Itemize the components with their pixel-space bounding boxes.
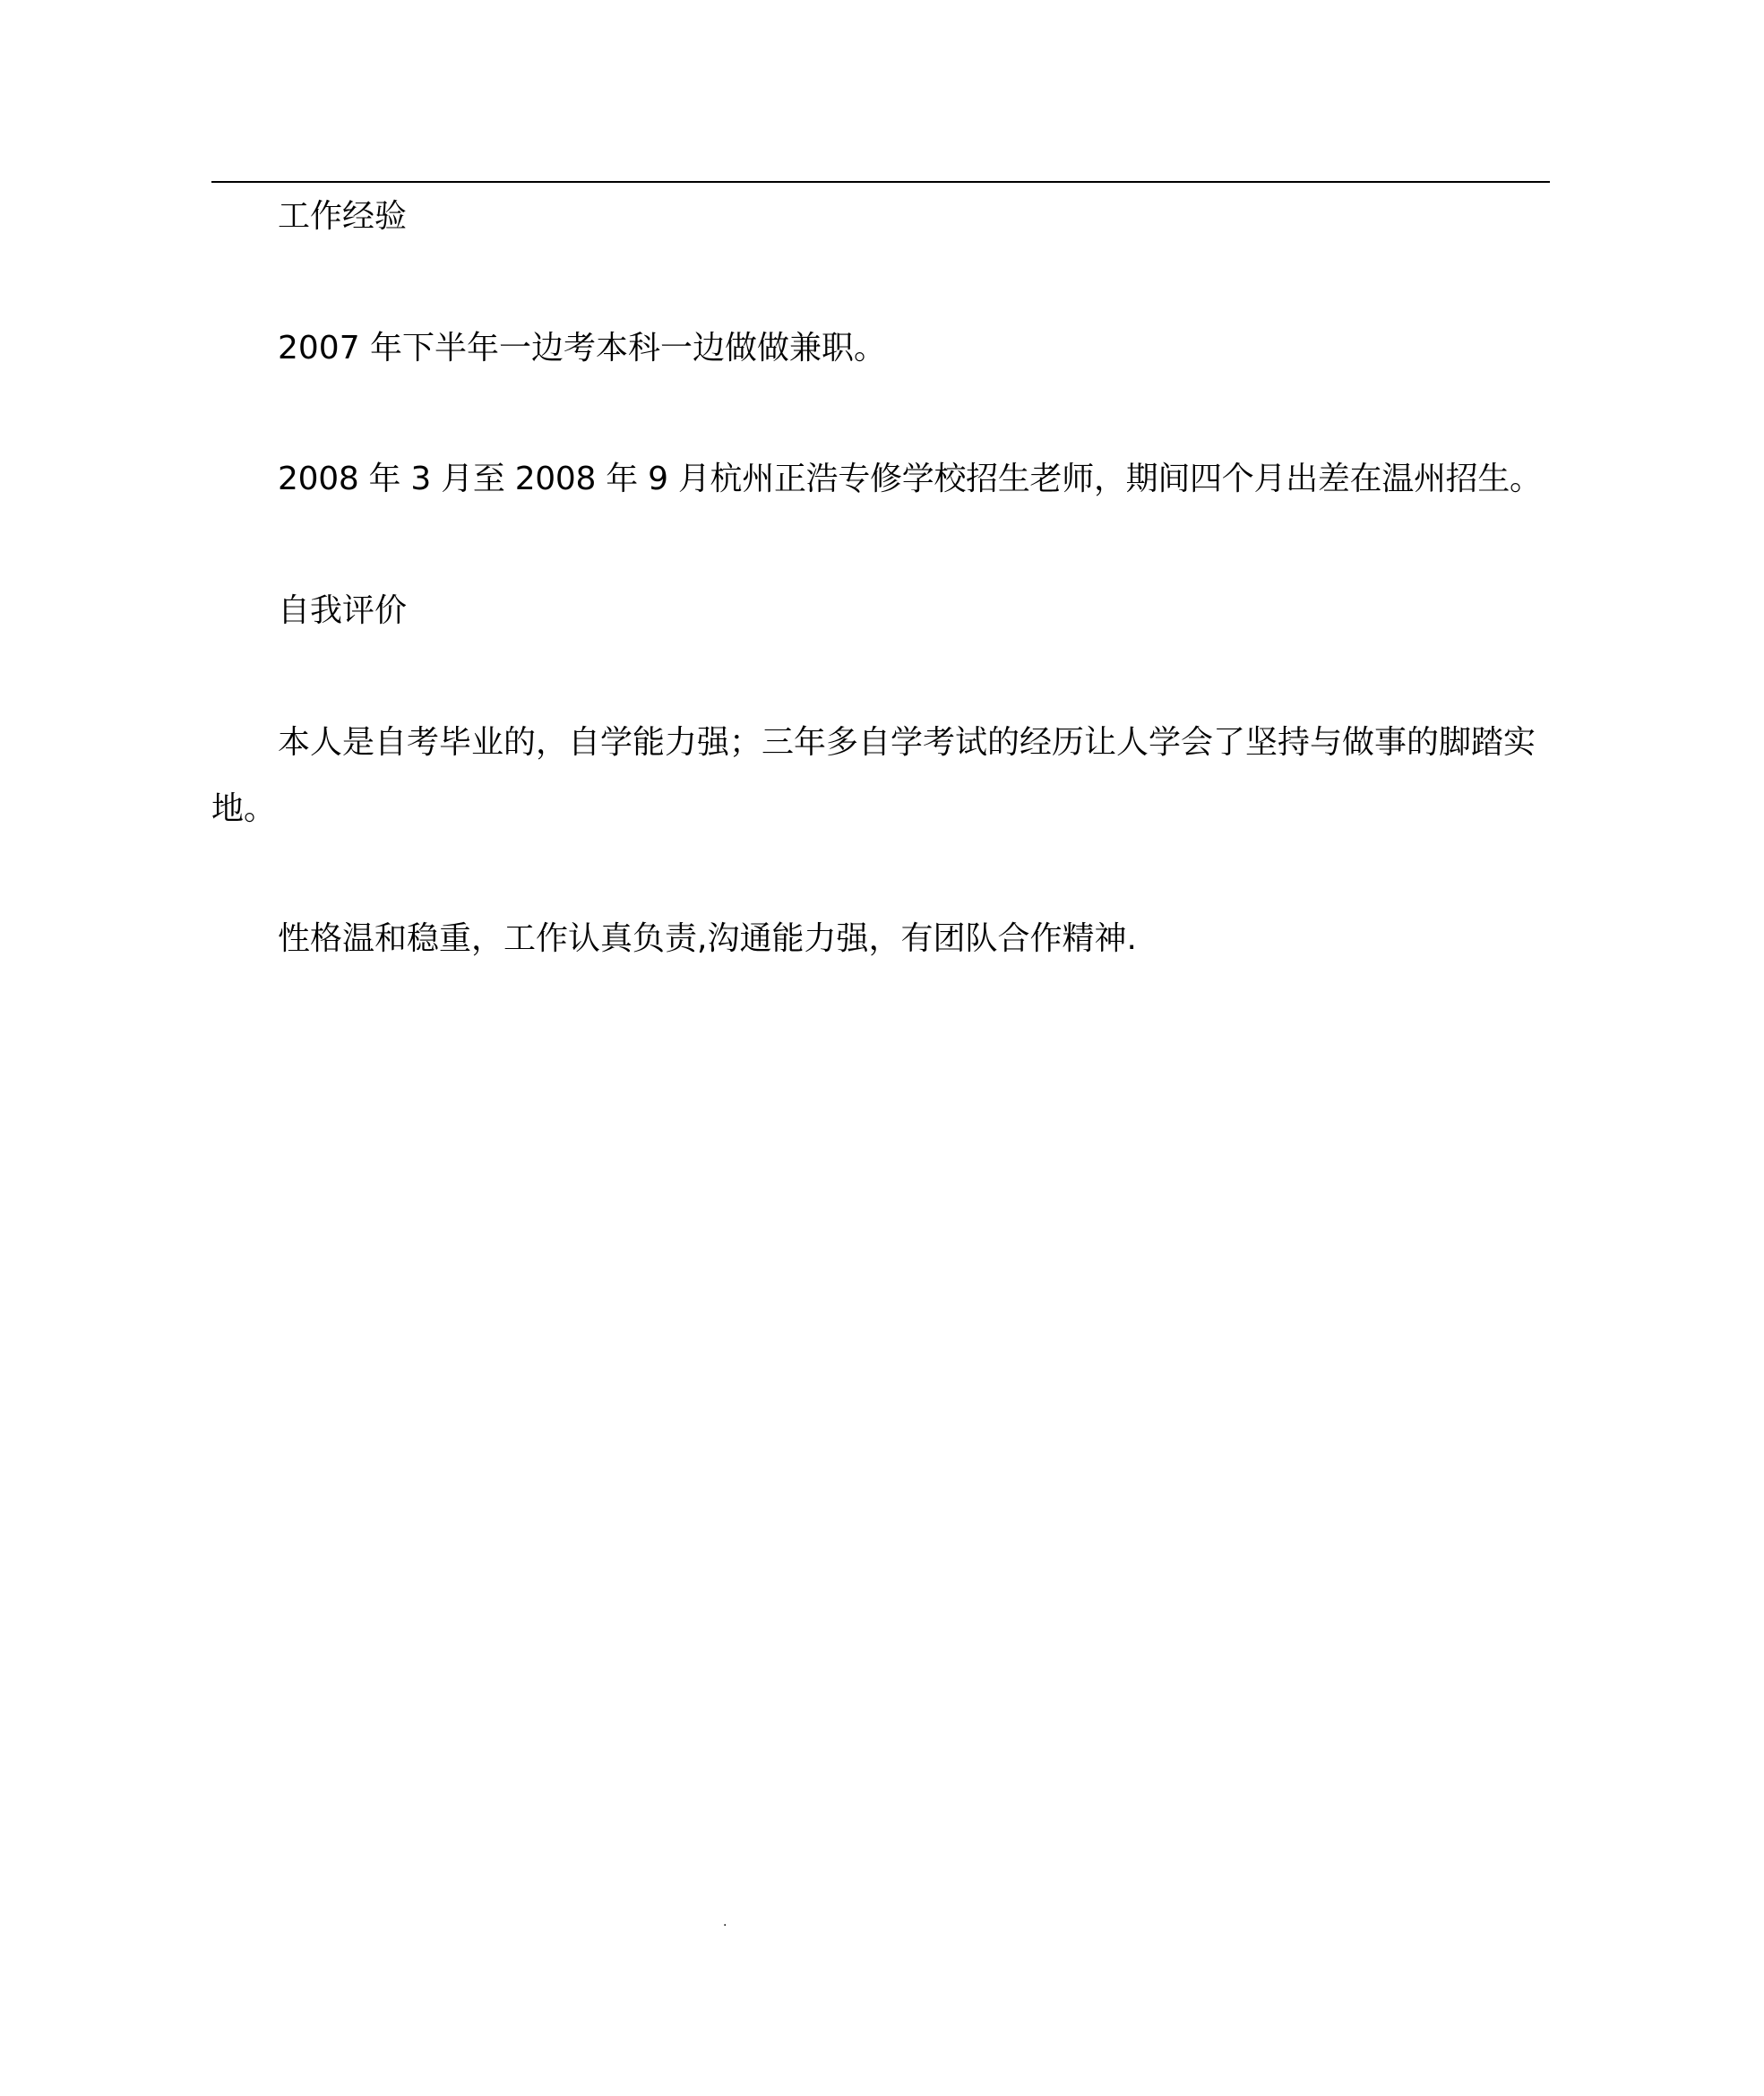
work-experience-paragraph: 2007 年下半年一边考本科一边做做兼职。 — [278, 330, 887, 367]
header-rule — [211, 181, 1550, 183]
section-heading-work-experience: 工作经验 — [278, 198, 408, 235]
section-heading-self-evaluation: 自我评价 — [278, 592, 408, 629]
work-experience-paragraph: 2008 年 3 月至 2008 年 9 月杭州正浩专修学校招生老师，期间四个月出差在温州招生。 — [278, 461, 1542, 497]
footer-mark: . — [723, 1915, 727, 1929]
self-evaluation-paragraph: 性格温和稳重，工作认真负责,沟通能力强，有团队合作精神. — [278, 920, 1137, 957]
self-evaluation-paragraph: 本人是自考毕业的，自学能力强；三年多自学考试的经历让人学会了坚持与做事的脚踏实地。 — [211, 724, 1536, 827]
